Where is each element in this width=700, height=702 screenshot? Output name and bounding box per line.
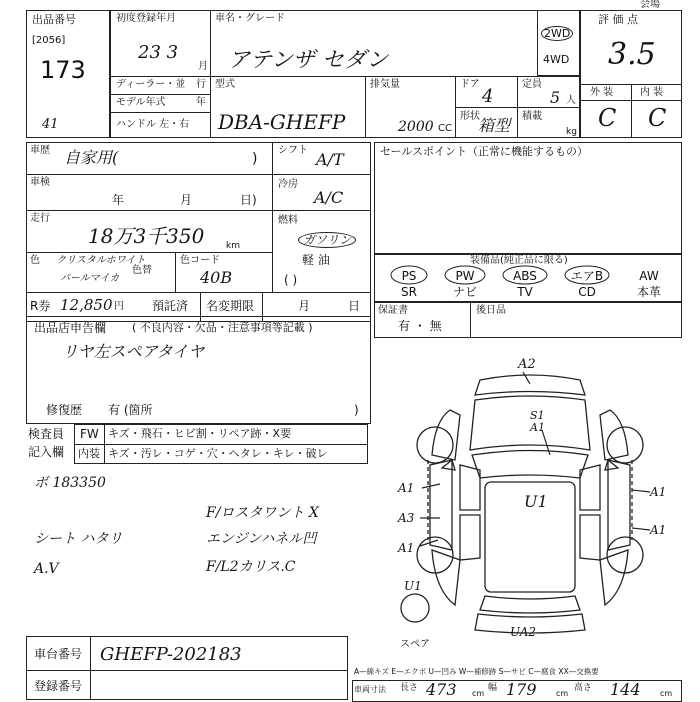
deposit-label: 預託済	[152, 299, 189, 313]
name-grade-label: 車名・グレード	[215, 13, 285, 24]
inspection-day: 日)	[240, 193, 257, 207]
shift-value: A/T	[316, 150, 344, 169]
fuel-option: 軽 油	[302, 253, 330, 267]
reg-label: 登録番号	[34, 679, 83, 693]
drive-box	[537, 10, 581, 76]
height-value: 144	[610, 680, 641, 699]
length-value: 473	[426, 680, 457, 699]
name-change-month: 月	[298, 299, 311, 313]
spare-label: スペア	[400, 639, 430, 650]
exterior-label: 外 装	[590, 87, 614, 98]
fw-items: キズ・飛石・ヒビ割・リペア跡・X要	[108, 427, 292, 440]
note-3: シート ハタリ	[34, 531, 123, 547]
windshield	[472, 451, 588, 479]
equip-navi: ナビ	[452, 285, 477, 299]
color-label: 色	[30, 255, 40, 266]
legend: A—線キズ E—エクボ U—凹み W—補修跡 S—サビ C—腐食 XX—交換要	[354, 667, 599, 676]
front-right-wheel	[607, 427, 643, 463]
warranty-value: 有 ・ 無	[398, 319, 442, 333]
handle-label: ハンドル 左・右	[116, 119, 190, 130]
equip-circles	[374, 254, 682, 302]
lot-number: 173	[40, 56, 86, 84]
interior-items: キズ・汚レ・コゲ・穴・へタレ・キレ・破レ	[108, 447, 328, 460]
mark-roof: U1	[524, 492, 548, 511]
lot-note: 41	[42, 117, 59, 132]
note-5: A.V	[34, 561, 59, 577]
color-value-2: パールマイカ	[60, 273, 120, 284]
venue-label: 会場	[640, 0, 660, 10]
score-label: 評 価 点	[598, 13, 638, 26]
score-value: 3.5	[608, 37, 656, 72]
mark-left-rear: A1	[398, 541, 415, 555]
history-label: 車歴	[30, 145, 50, 156]
inspector-label-1: 検査員	[28, 427, 65, 441]
spare-tire-icon	[401, 594, 429, 622]
shape-value: 箱型	[478, 116, 511, 135]
drive-4wd: 4WD	[543, 53, 570, 66]
capacity-unit: 人	[566, 95, 576, 106]
ac-value: A/C	[314, 188, 344, 207]
height-label: 高さ	[574, 683, 593, 693]
fuel-paren: ( )	[284, 273, 298, 287]
history-close: )	[252, 151, 258, 167]
note-1: ボ 183350	[34, 475, 106, 491]
capacity-label: 定員	[522, 79, 542, 90]
name-change-day: 日	[348, 299, 361, 313]
mark-left-mid: A3	[398, 511, 415, 525]
history-value: 自家用(	[64, 148, 119, 167]
drive-2wd: 2WD	[541, 26, 573, 41]
front-left-wheel	[417, 427, 453, 463]
size-label: 車両寸法	[354, 685, 386, 694]
repaint-label: 色替	[132, 265, 152, 276]
mark-front: A2	[518, 357, 536, 372]
note-2: F/ロスタワント X	[206, 505, 319, 521]
manual-label: 後日品	[476, 305, 506, 316]
displacement-label: 排気量	[370, 79, 400, 90]
shape-label: 形状	[460, 111, 480, 122]
mark-right-rear: A1	[650, 523, 667, 537]
right-fender	[600, 410, 628, 460]
first-reg-value: 23 3	[138, 42, 179, 63]
mark-right-front: A1	[650, 485, 667, 499]
displacement-value: 2000	[398, 119, 434, 135]
length-unit: cm	[472, 689, 485, 698]
interior-label-top: 内 装	[640, 87, 664, 98]
chassis-label: 車台番号	[34, 647, 83, 661]
mileage-value: 18万3千350	[88, 224, 205, 248]
recycle-label: R券	[30, 299, 51, 313]
report-value: リヤ左スペアタイヤ	[62, 342, 205, 361]
rear-window	[480, 596, 580, 613]
equip-leather: 本革	[636, 285, 661, 299]
first-reg-label: 初度登録年月	[116, 13, 176, 24]
report-note: ( 不良内容・欠品・注意事項等記載 )	[132, 321, 313, 334]
right-rear-fender	[600, 550, 628, 605]
month-unit: 月	[198, 61, 208, 72]
model-code-label: 型式	[215, 79, 235, 90]
equip-aw: AW	[639, 269, 659, 283]
inspector-label-2: 記入欄	[28, 445, 65, 459]
fuel-label: 燃料	[278, 215, 298, 226]
equip-label: 装備品(純正品に限る)	[470, 255, 568, 266]
equip-abs: ABS	[513, 269, 537, 283]
mileage-label: 走行	[30, 213, 50, 224]
load-label: 積載	[522, 111, 542, 122]
selling-label: セールスポイント（正常に機能するもの）	[380, 145, 589, 158]
mark-rear: UA2	[510, 625, 537, 639]
left-rear-door-panel	[460, 515, 480, 560]
ac-label: 冷房	[278, 179, 298, 190]
inspection-month: 月	[180, 193, 193, 207]
color-code-value: 40B	[200, 268, 233, 287]
color-code-label: 色コード	[180, 255, 220, 266]
name-change-label: 名変期限	[206, 299, 255, 313]
width-value: 179	[506, 680, 537, 699]
equip-tv: TV	[517, 285, 533, 299]
length-label: 長さ	[400, 683, 419, 693]
mark-left-front: A1	[398, 481, 415, 495]
capacity-value: 5	[550, 88, 561, 107]
report-label: 出品店申告欄	[34, 321, 107, 335]
dealer-label: ディーラー・並	[116, 79, 186, 90]
mileage-unit: km	[226, 241, 240, 251]
width-unit: cm	[556, 689, 569, 698]
fw-label: FW	[80, 427, 99, 441]
equip-cd: CD	[578, 285, 596, 299]
repair-close: )	[354, 403, 359, 417]
equip-airbag: エアB	[570, 269, 604, 283]
recycle-unit: 円	[114, 301, 124, 312]
warranty-label: 保証書	[378, 305, 408, 316]
lot-label: 出品番号	[32, 13, 76, 26]
width-label: 幅	[488, 683, 498, 693]
lot-code: [2056]	[32, 35, 66, 46]
left-rear-fender	[432, 550, 460, 605]
load-unit: kg	[566, 127, 577, 137]
recycle-value: 12,850	[60, 296, 113, 314]
displacement-unit: CC	[438, 123, 452, 134]
fuel-value: ガソリン	[298, 232, 356, 248]
color-value-1: クリスタルホワイト	[56, 255, 146, 266]
model-year-unit: 年	[196, 97, 206, 108]
model-year-label: モデル年式	[116, 97, 166, 108]
equip-pw: PW	[455, 269, 475, 283]
mark-rear-left: U1	[404, 579, 422, 593]
mark-windshield: S1 A1	[530, 409, 545, 434]
interior-value: C	[648, 104, 667, 132]
repair-value: 有 (箇所	[108, 403, 153, 417]
doors-label: ドア	[460, 79, 480, 90]
equip-sr: SR	[401, 285, 417, 299]
note-4: エンジンハネル凹	[206, 531, 317, 547]
height-unit: cm	[660, 689, 673, 698]
front-bumper	[475, 375, 585, 395]
inspection-label: 車検	[30, 177, 50, 188]
model-code-value: DBA-GHEFP	[218, 110, 346, 134]
exterior-value: C	[598, 104, 617, 132]
doors-value: 4	[482, 86, 494, 107]
equip-ps: PS	[401, 269, 417, 283]
left-front-door-panel	[460, 465, 480, 510]
right-rear-door-panel	[580, 515, 600, 560]
shift-label: シフト	[278, 145, 308, 156]
interior-row-label: 内装	[78, 447, 100, 460]
dealer-unit: 行	[196, 79, 206, 90]
repair-label: 修復歴	[46, 403, 83, 417]
inspection-year: 年	[112, 193, 125, 207]
note-6: F/L2カリス.C	[206, 559, 296, 575]
left-fender	[432, 410, 460, 460]
chassis-value: GHEFP-202183	[100, 644, 242, 665]
name-grade-value: アテンザ セダン	[228, 48, 389, 73]
selling-box	[374, 142, 682, 254]
right-front-door-panel	[580, 465, 600, 510]
